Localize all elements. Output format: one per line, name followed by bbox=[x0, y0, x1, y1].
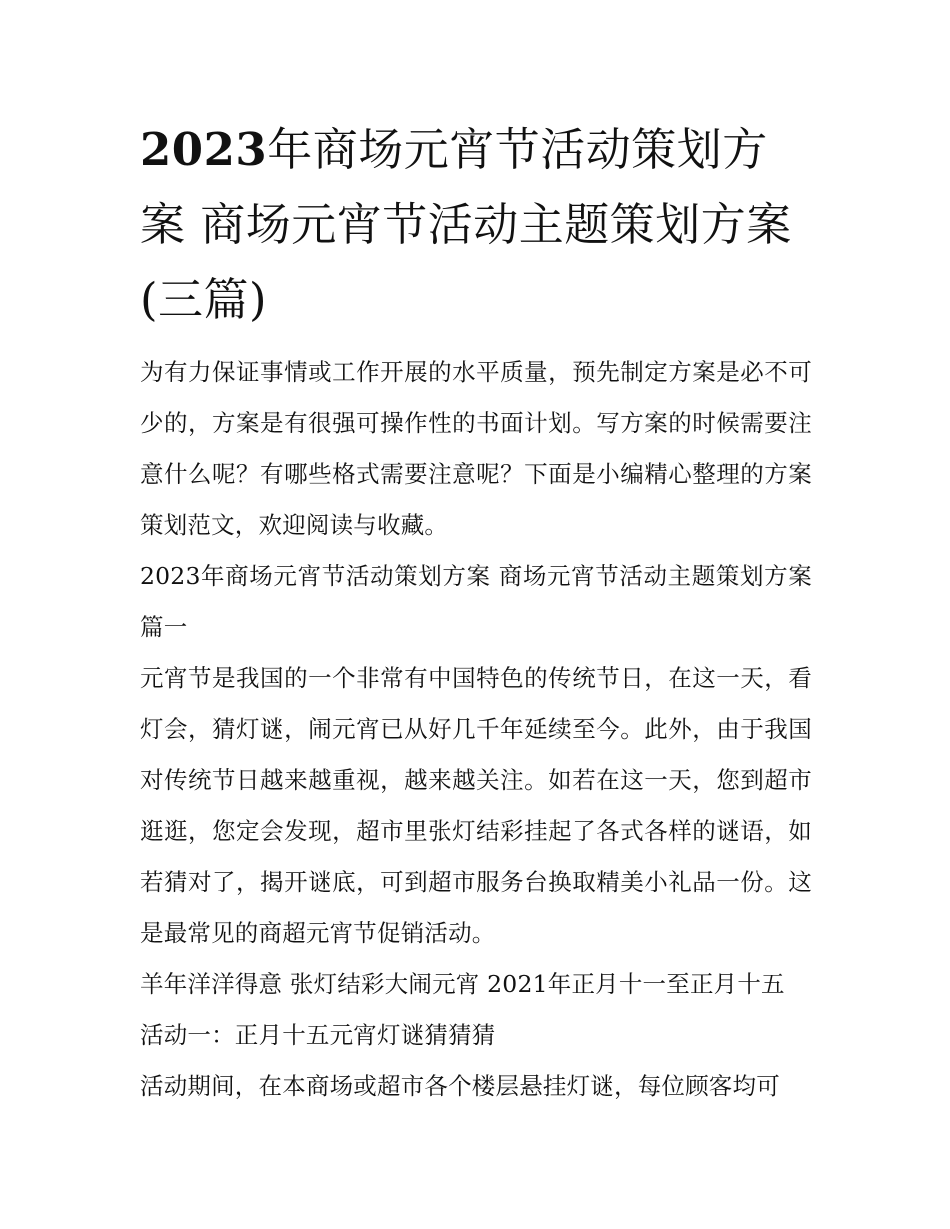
body-paragraph: 元宵节是我国的一个非常有中国特色的传统节日，在这一天，看灯会，猜灯谜，闹元宵已从好几千年延续至今。此外，由于我国对传统节日越来越重视，越来越关注。如若在这一天，您到超市逛逛，您定会发现，超市里张灯结彩挂起了各式各样的谜语，如若猜对了，揭开谜底，可到超市服务台换取精美小礼品一份。这是最常见的商超元宵节促销活动。 bbox=[140, 664, 812, 947]
activity-one-heading: 活动一：正月十五元宵灯谜猜猜猜 bbox=[140, 1021, 496, 1049]
document-body bbox=[140, 112, 812, 1112]
activity-slogan: 羊年洋洋得意 张灯结彩大闹元宵 2021年正月十一至正月十五 bbox=[140, 970, 785, 998]
intro-paragraph: 为有力保证事情或工作开展的水平质量，预先制定方案是必不可少的，方案是有很强可操作性的书面计划。写方案的时候需要注意什么呢？有哪些格式需要注意呢？下面是小编精心整理的方案策划范文，欢迎阅读与收藏。 bbox=[140, 358, 812, 539]
section-heading-1: 2023年商场元宵节活动策划方案 商场元宵节活动主题策划方案篇一 bbox=[140, 562, 812, 641]
activity-one-text: 活动期间，在本商场或超市各个楼层悬挂灯谜，每位顾客均可 bbox=[140, 1072, 780, 1100]
title-text: 年商场元宵节活动策划方案 商场元宵节活动主题策划方案(三篇) bbox=[140, 123, 792, 326]
document-title bbox=[140, 112, 812, 337]
title-year: 2023 bbox=[140, 123, 268, 176]
